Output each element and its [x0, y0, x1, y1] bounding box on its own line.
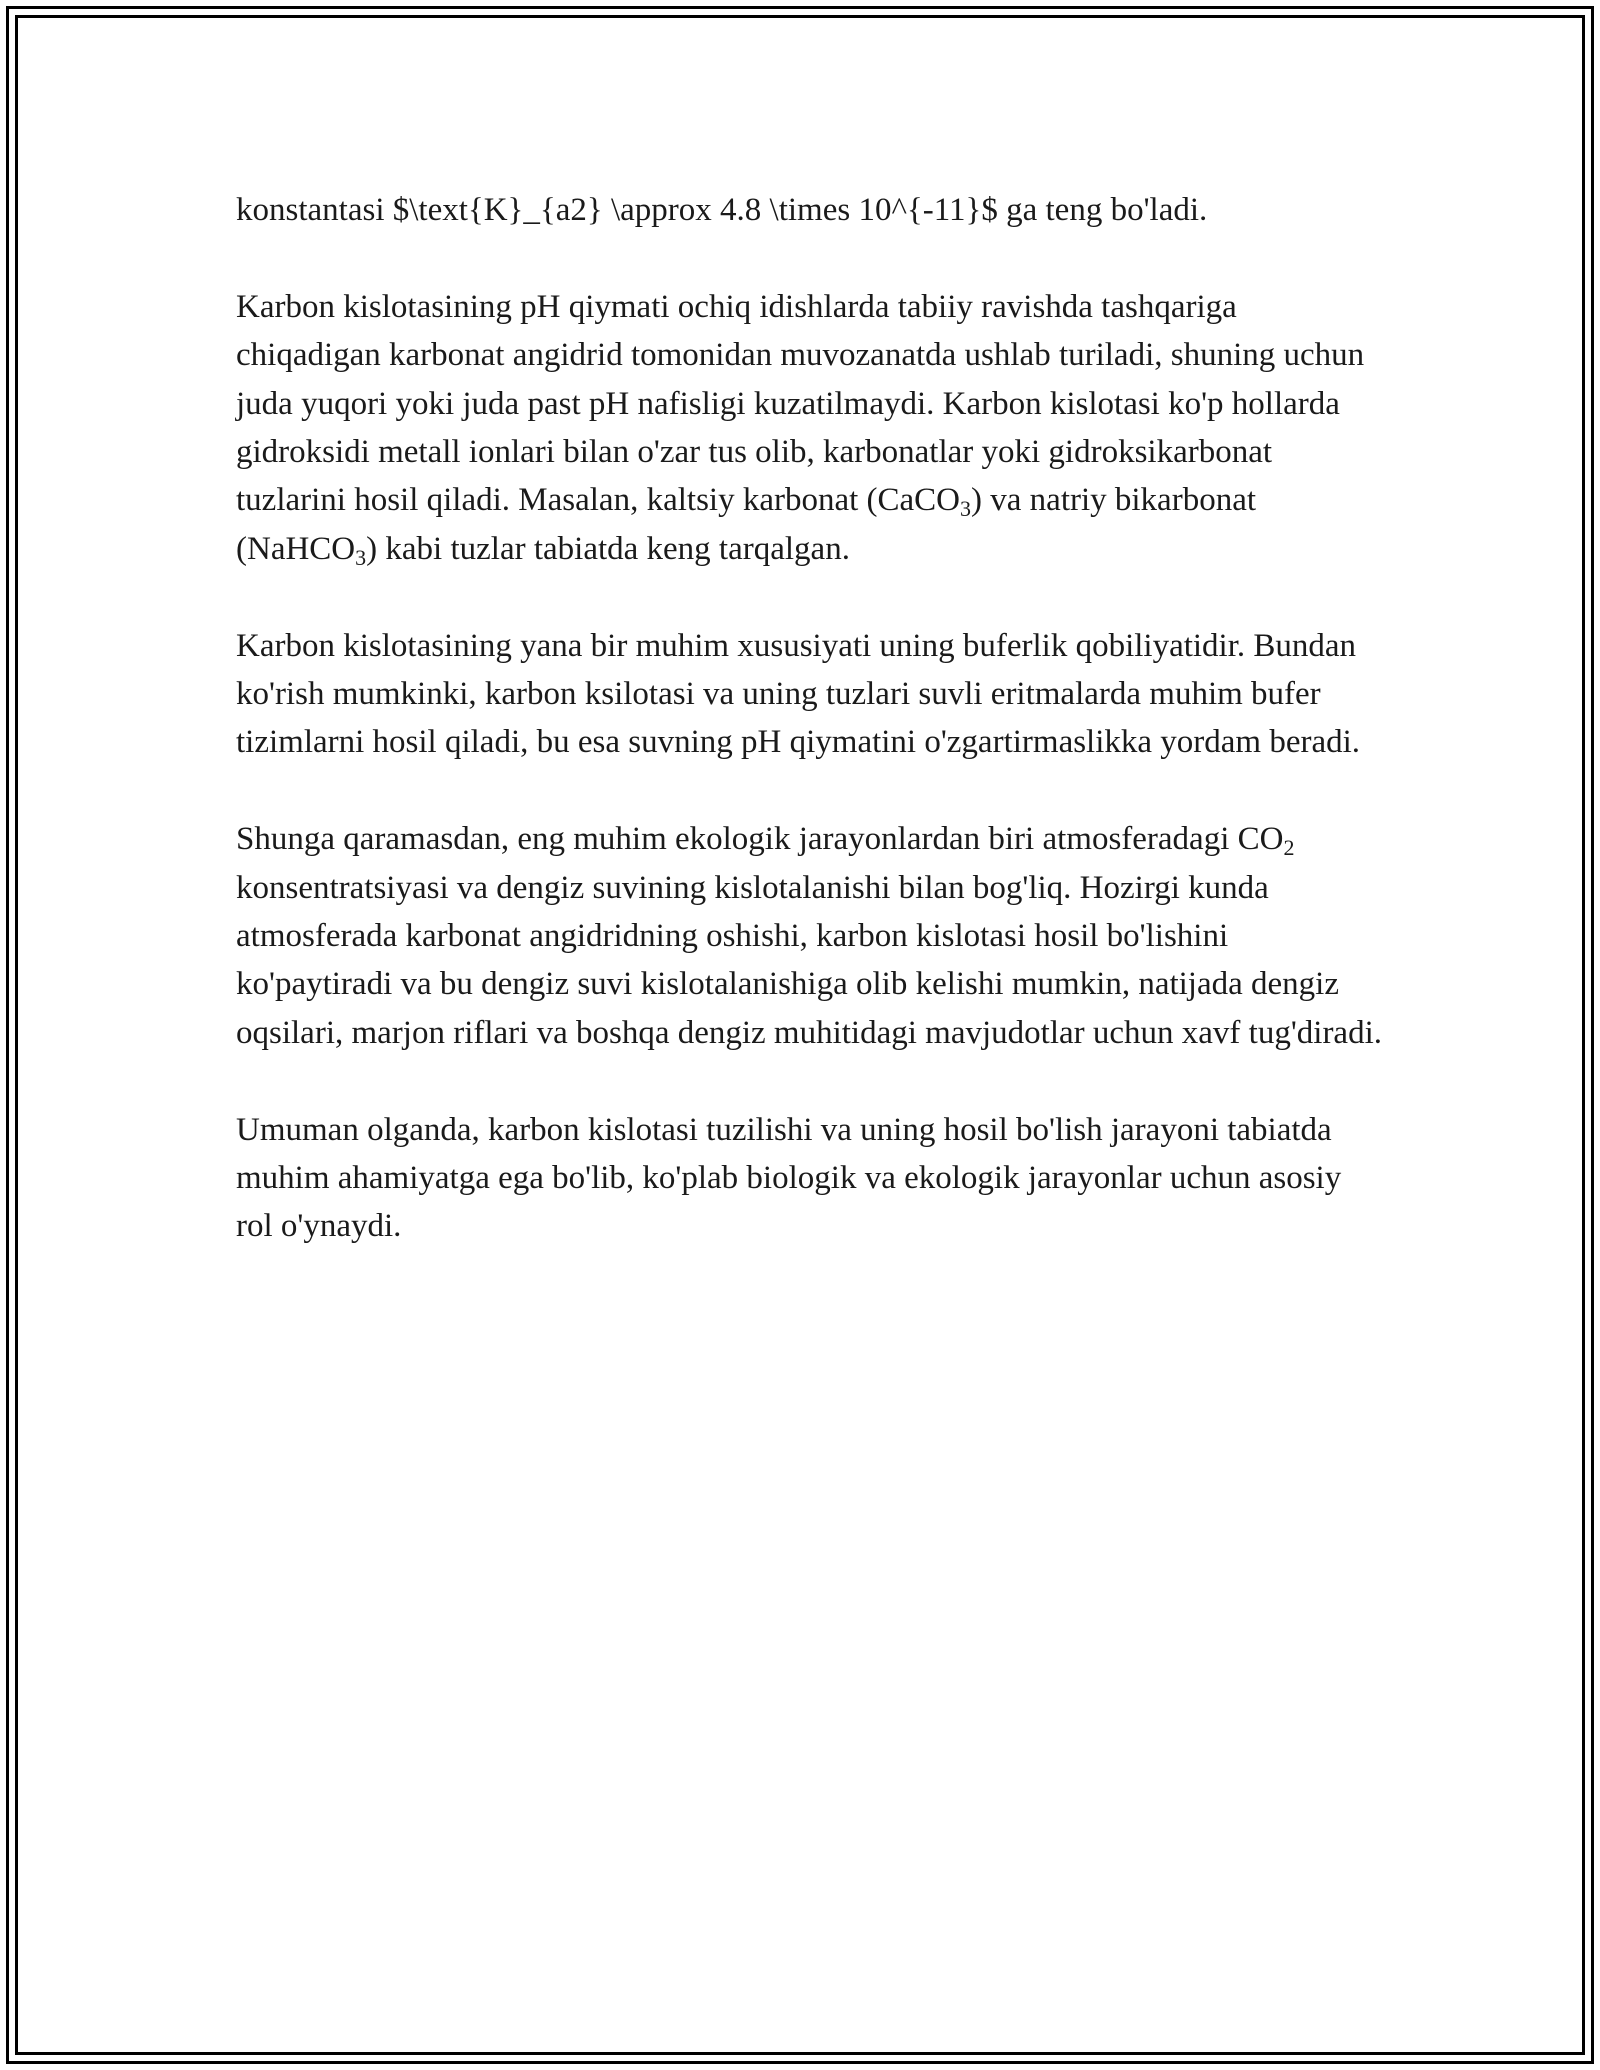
subscript: 3 — [960, 496, 972, 522]
paragraph-5 — [236, 1106, 1386, 1251]
document-body — [236, 186, 1386, 1299]
paragraph-text: ) va natriy bikarbonat (NaHCO — [236, 482, 1265, 567]
paragraph-3 — [236, 622, 1386, 767]
paragraph-text: Karbon kislotasining yana bir muhim xususiyati uning buferlik qobiliyatidir. Bundan ko'rish mumkinki, karbon ksilotasi va uning tuzlari suvli eritmalarda muhim bufer tizimlarni hosil qiladi, bu esa suvning pH qiymatini o'zgartirmaslikka yordam beradi. — [236, 627, 1365, 761]
paragraph-1 — [236, 186, 1386, 234]
paragraph-text: Umuman olganda, karbon kislotasi tuzilishi va uning hosil bo'lish jarayoni tabiatda muhim ahamiyatga ega bo'lib, ko'plab biologik va ekologik jarayonlar uchun asosiy rol o'ynaydi. — [236, 1111, 1350, 1245]
subscript: 3 — [355, 544, 367, 570]
paragraph-text: Karbon kislotasining pH qiymati ochiq idishlarda tabiiy ravishda tashqariga chiqadigan karbonat angidrid tomonidan muvozanatda ushlab turiladi, shuning uchun juda yuqori yoki juda past pH nafisligi kuzatilmaydi. Karbon kislotasi ko'p hollarda gidroksidi metall ionlari bilan o'zar tus olib, karbonatlar yoki gidroksikarbonat tuzlarini hosil qiladi. Masalan, kaltsiy karbonat (CaCO — [236, 288, 1373, 519]
subscript: 2 — [1283, 835, 1295, 861]
paragraph-text: konstantasi $\text{K}_{a2} \approx 4.8 \times 10^{-11}$ ga teng bo'ladi. — [236, 192, 1208, 228]
paragraph-4 — [236, 815, 1386, 1057]
paragraph-text: ) kabi tuzlar tabiatda keng tarqalgan. — [366, 530, 850, 567]
paragraph-text: Shunga qaramasdan, eng muhim ekologik jarayonlardan biri atmosferadagi CO — [236, 821, 1284, 858]
paragraph-2 — [236, 283, 1386, 573]
paragraph-text: konsentratsiyasi va dengiz suvining kislotalanishi bilan bog'liq. Hozirgi kunda atmosferada karbonat angidridning oshishi, karbon kislotasi hosil bo'lishini ko'paytiradi va bu dengiz suvi kislotalanishiga olib kelishi mumkin, natijada dengiz oqsilari, marjon riflari va boshqa dengiz muhitidagi mavjudotlar uchun xavf tug'diradi. — [236, 821, 1382, 1051]
